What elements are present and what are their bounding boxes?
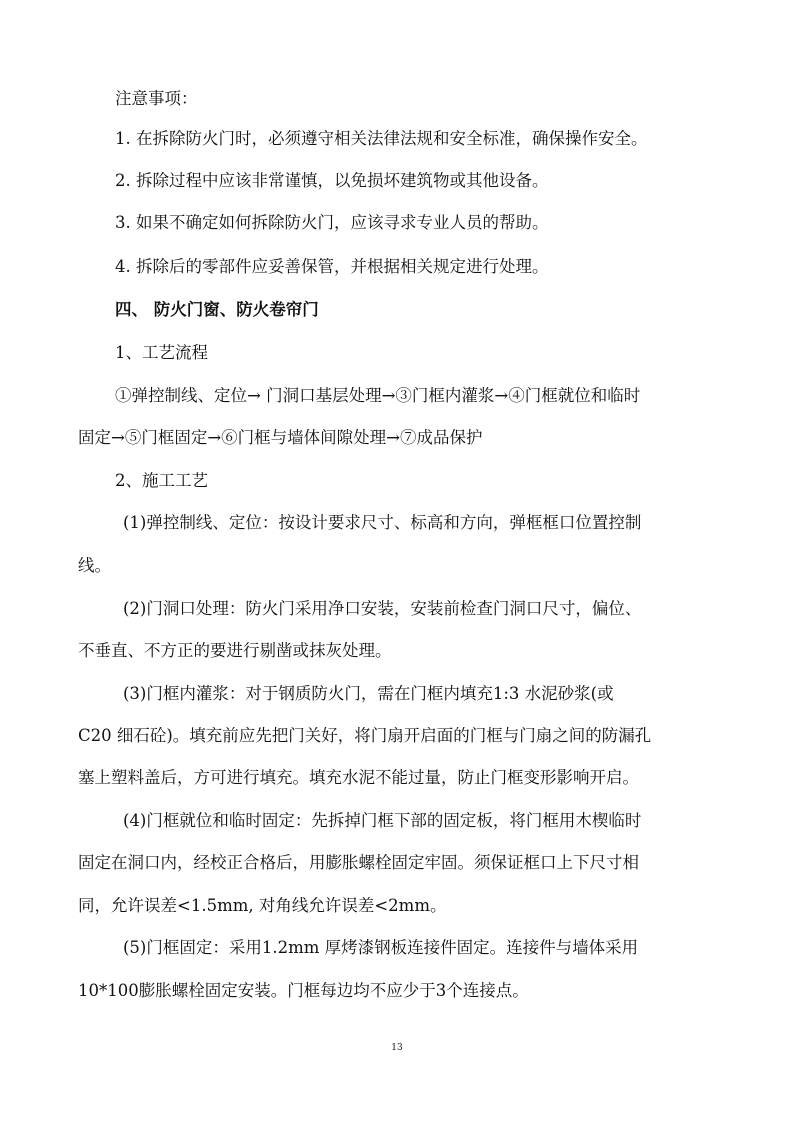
paragraph-2-line-1: (2)门洞口处理：防火门采用净口安装，安装前检查门洞口尺寸，偏位、 [123, 599, 642, 618]
note-item-3: 3. 如果不确定如何拆除防火门，应该寻求专业人员的帮助。 [115, 213, 549, 232]
process-line-1: ①弹控制线、定位→ 门洞口基层处理→③门框内灌浆→④门框就位和临时 [115, 386, 641, 405]
paragraph-4-line-1: (4)门框就位和临时固定：先拆掉门框下部的固定板，将门框用木楔临时 [123, 811, 642, 830]
note-item-2: 2. 拆除过程中应该非常谨慎，以免损坏建筑物或其他设备。 [115, 171, 549, 190]
paragraph-4-line-3: 同，允许误差<1.5mm, 对角线允许误差<2mm。 [78, 896, 447, 915]
paragraph-1-line-1: (1)弹控制线、定位：按设计要求尺寸、标高和方向，弹框框口位置控制 [123, 513, 642, 532]
note-item-1: 1. 在拆除防火门时，必须遵守相关法律法规和安全标准，确保操作安全。 [115, 129, 648, 148]
process-heading: 1、工艺流程 [115, 343, 208, 362]
note-item-4: 4. 拆除后的零部件应妥善保管，并根据相关规定进行处理。 [115, 257, 549, 276]
paragraph-3-line-1: (3)门框内灌浆：对于钢质防火门，需在门框内填充1:3 水泥砂浆(或 [123, 684, 614, 703]
paragraph-5-line-1: (5)门框固定：采用1.2mm 厚烤漆钢板连接件固定。连接件与墙体采用 [123, 938, 639, 957]
paragraph-1-line-2: 线。 [78, 556, 111, 575]
paragraph-3-line-2: C20 细石砼)。填充前应先把门关好，将门扇开启面的门框与门扇之间的防漏孔 [78, 726, 652, 745]
paragraph-5-line-2: 10*100膨胀螺栓固定安装。门框每边均不应少于3个连接点。 [78, 981, 529, 1000]
page-number: 13 [391, 1043, 403, 1053]
paragraph-2-line-2: 不垂直、不方正的要进行剔凿或抹灰处理。 [78, 641, 392, 660]
notes-heading: 注意事项： [115, 89, 198, 108]
process-line-2: 固定→⑤门框固定→⑥门框与墙体间隙处理→⑦成品保护 [78, 428, 483, 447]
paragraph-3-line-3: 塞上塑料盖后，方可进行填充。填充水泥不能过量，防止门框变形影响开启。 [78, 768, 639, 787]
paragraph-4-line-2: 固定在洞口内，经校正合格后，用膨胀螺栓固定牢固。须保证框口上下尺寸相 [78, 853, 639, 872]
construction-heading: 2、施工工艺 [115, 471, 208, 490]
section-title: 四、 防火门窗、防火卷帘门 [115, 300, 319, 319]
